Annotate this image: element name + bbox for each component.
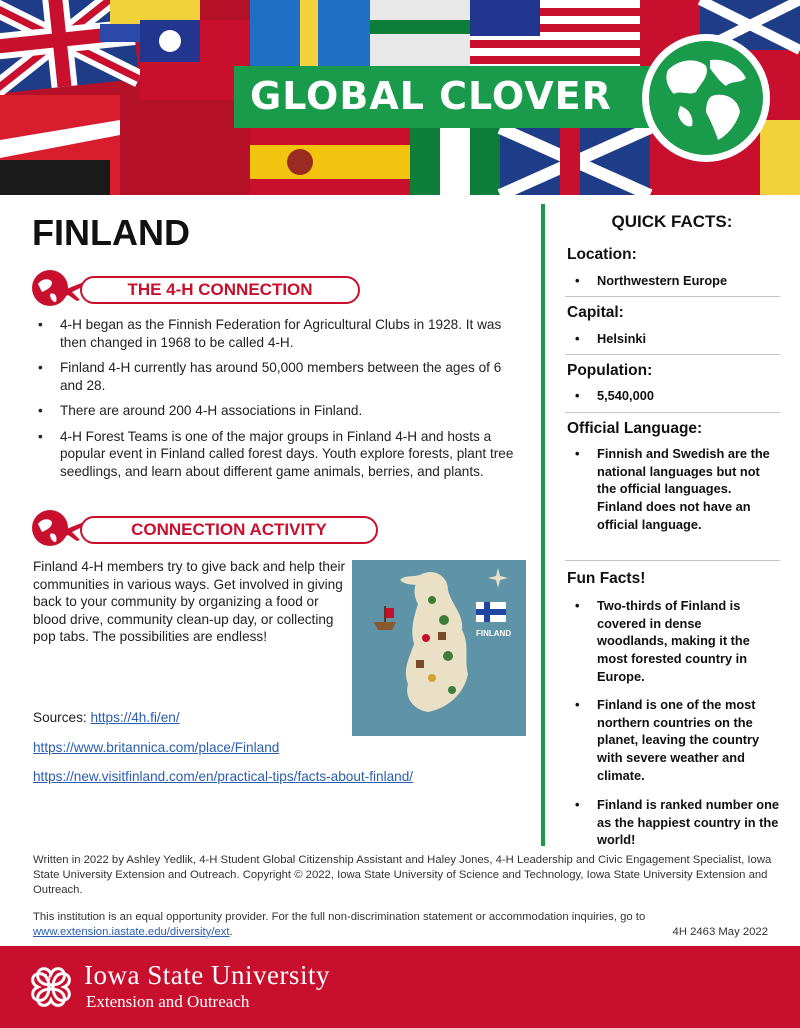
university-subtitle: Extension and Outreach: [86, 992, 250, 1011]
activity-text: Finland 4-H members try to give back and help their communities in various ways. Get involved in giving back to your community by organizing a food or blood drive, community clean-up day, or collecting pop tabs. The possibilities are endless!: [33, 559, 346, 645]
connection-pill: [80, 276, 360, 304]
source-link-visitfinland[interactable]: https://new.visitfinland.com/en/practical-tips/facts-about-finland/: [33, 769, 414, 784]
quick-facts-title: QUICK FACTS:: [611, 212, 733, 231]
connection-heading-text: THE 4-H CONNECTION: [127, 280, 313, 299]
capital-value: • Helsinki: [575, 331, 647, 346]
university-footer-bar: [0, 946, 800, 1028]
source-link-britannica[interactable]: https://www.britannica.com/place/Finland: [33, 740, 280, 755]
source-line-1: [33, 710, 180, 725]
source-line-3: [33, 769, 413, 784]
banner-title: GLOBAL CLOVER: [250, 74, 612, 118]
bullet-dot: •: [575, 446, 580, 461]
location-label: Location:: [567, 246, 637, 263]
fun-facts-label: Fun Facts!: [567, 570, 646, 587]
svg-text:H: H: [45, 973, 51, 982]
fun-fact-2: • Finland is one of the most northern countries on the planet, leaving the country with severe weather and climate.: [575, 697, 760, 783]
list-item: • There are around 200 4-H associations in Finland.: [34, 402, 524, 420]
university-name: Iowa State University: [84, 960, 330, 990]
globe-plane-icon: [30, 508, 86, 548]
divider-line: [565, 560, 780, 561]
divider-line: [565, 412, 780, 413]
bullet-dot: •: [575, 797, 580, 812]
period: .: [229, 925, 233, 938]
connection-bullets: [34, 316, 524, 488]
population-value: • 5,540,000: [575, 388, 654, 403]
list-item: • 4-H began as the Finnish Federation for Agricultural Clubs in 1928. It was then changed in 1968 to be called 4-H.: [34, 316, 524, 351]
bullet-dot: •: [575, 598, 580, 613]
language-value: • Finnish and Swedish are the national languages but not the official languages. Finland does not have an official language.: [575, 446, 770, 532]
activity-heading: [30, 508, 350, 548]
map-label: FINLAND: [476, 629, 512, 638]
population-label: Population:: [567, 362, 653, 379]
bullet-dot: •: [575, 388, 580, 403]
bullet-dot: •: [575, 273, 580, 288]
fun-fact-3: • Finland is ranked number one as the happiest country in the world!: [575, 797, 780, 848]
divider-line: [565, 354, 780, 355]
globe-plane-icon: [30, 268, 86, 308]
title-bar: [234, 66, 680, 128]
equal-opportunity-text: [33, 910, 723, 940]
list-item: • Finland 4-H currently has around 50,000 members between the ages of 6 and 28.: [34, 359, 524, 394]
bullet-dot: •: [575, 331, 580, 346]
bullet-dot: •: [575, 697, 580, 712]
activity-heading-text: CONNECTION ACTIVITY: [131, 520, 327, 539]
four-h-clover-icon: [26, 962, 76, 1012]
finland-map-illustration: [352, 560, 526, 736]
fun-fact-1: • Two-thirds of Finland is covered in dense woodlands, making it the most forested country in Europe.: [575, 598, 750, 684]
globe-icon: [640, 32, 772, 164]
language-label: Official Language:: [567, 420, 703, 437]
credits-text: Written in 2022 by Ashley Yedlik, 4-H Student Global Citizenship Assistant and Haley Jones, 4-H Leadership and Civic Engagement Specialist, Iowa State University Extension and Outreach. Copyright © 2022, Iowa State University of Science and Technology, Iowa State University Extension and Outreach.: [33, 854, 772, 896]
connection-heading: [30, 268, 330, 308]
source-link-4h[interactable]: https://4h.fi/en/: [90, 710, 180, 725]
location-value: • Northwestern Europe: [575, 273, 728, 288]
diversity-link[interactable]: www.extension.iastate.edu/diversity/ext: [33, 925, 230, 938]
list-item: • 4-H Forest Teams is one of the major groups in Finland 4-H and hosts a popular event in Finland called forest days. Youth explore forests, plant tree seedlings, and learn about different game animals, berries, and plants.: [34, 428, 524, 481]
source-line-2: [33, 740, 279, 755]
capital-label: Capital:: [567, 304, 624, 321]
activity-pill: [80, 516, 378, 544]
divider-line: [565, 296, 780, 297]
page-title: FINLAND: [32, 212, 190, 253]
flags-banner: [0, 0, 800, 195]
sources-label: Sources:: [33, 710, 87, 725]
column-divider: [541, 204, 545, 846]
equal-opportunity-statement: This institution is an equal opportunity provider. For the full non-discrimination statement or accommodation inquiries, go to: [33, 911, 646, 923]
publication-code: 4H 2463 May 2022: [672, 926, 768, 938]
